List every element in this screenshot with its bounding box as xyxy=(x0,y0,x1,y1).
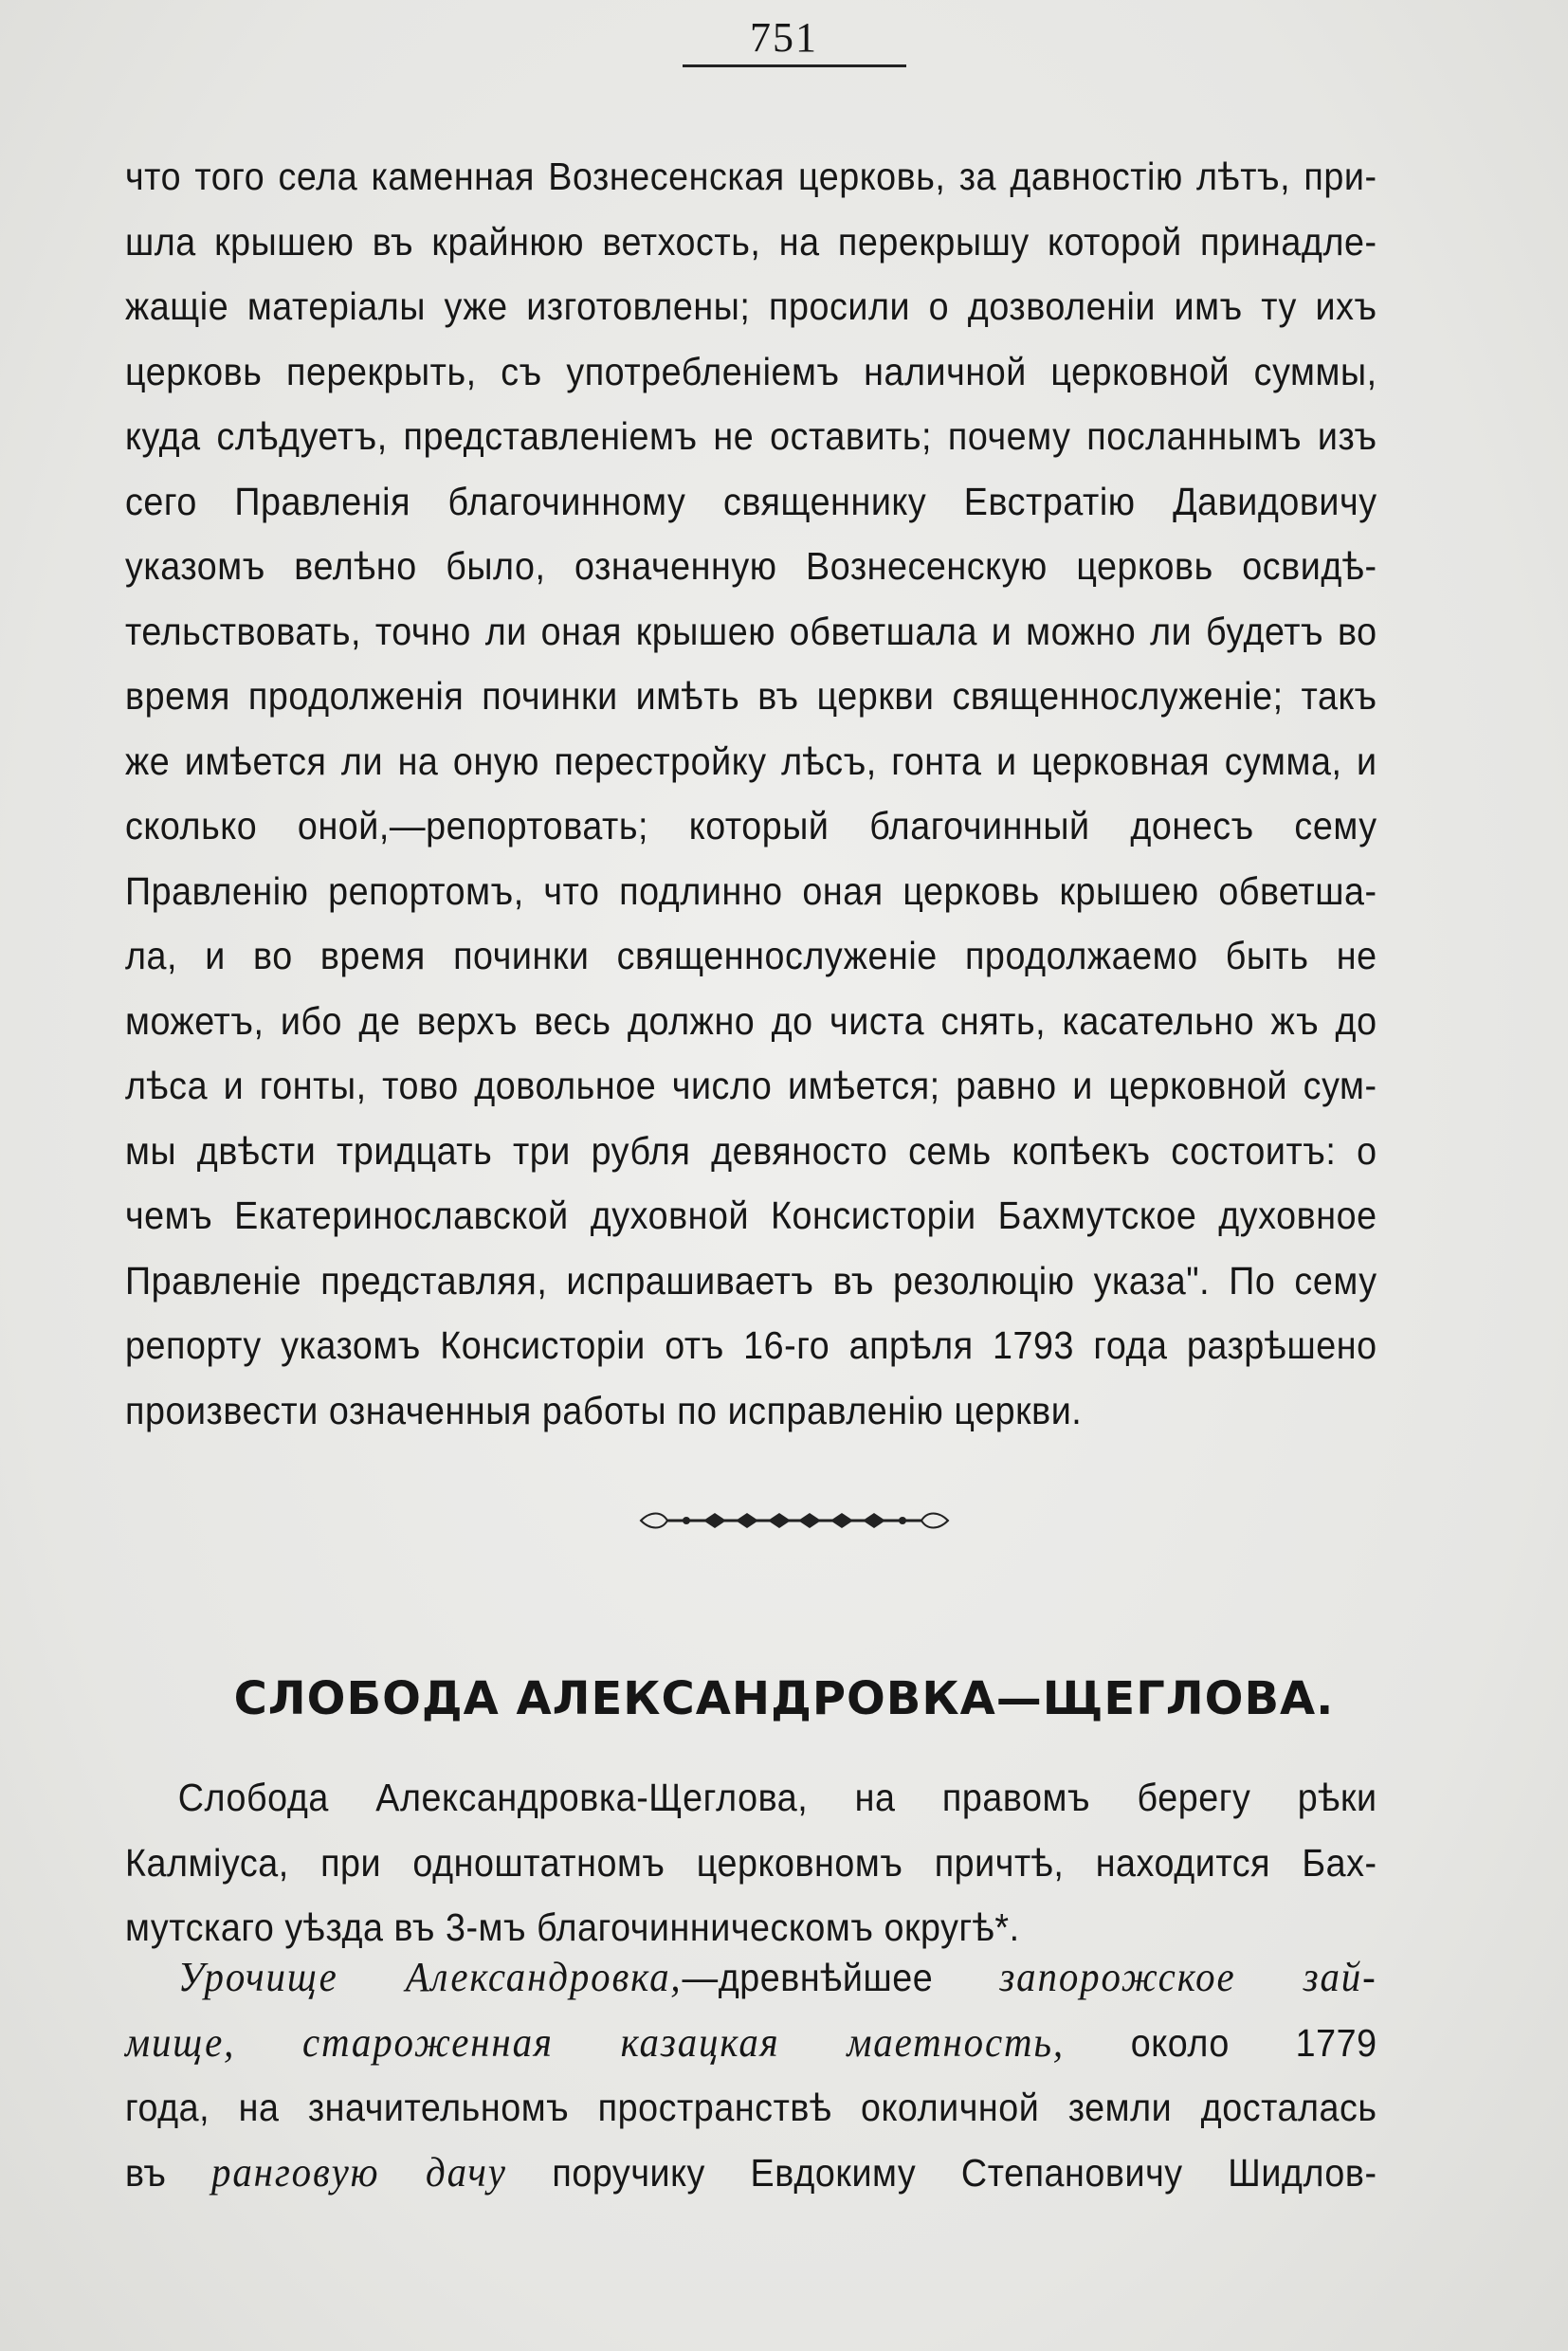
text-line: же имѣется ли на оную перестройку лѣсъ, гонта и церковная сумма, и xyxy=(125,738,1377,783)
text-line: Правленіе представляя, испрашиваетъ въ резолюцію указа". По сему xyxy=(125,1258,1377,1303)
text-line: шла крышею въ крайнюю ветхость, на перекрышу которой принадле- xyxy=(125,219,1377,264)
italic-phrase: мище, староженная казацкая маетность, xyxy=(125,2018,1066,2066)
text-line: ла, и во время починки священнослуженіе продолжаемо быть не xyxy=(125,934,1377,977)
section-heading: СЛОБОДА АЛЕКСАНДРОВКА—ЩЕГЛОВА. xyxy=(233,1672,1335,1725)
text-line: сколько оной,—репортовать; который благочинный донесъ сему xyxy=(125,804,1377,847)
italic-phrase: ранговую дачу xyxy=(211,2148,507,2196)
text-line xyxy=(125,2141,1377,2206)
text-line: лѣса и гонты, тово довольное число имѣется; равно и церковной сум- xyxy=(125,1064,1377,1107)
page-number: 751 xyxy=(750,14,818,61)
text-line xyxy=(125,1945,1377,2011)
italic-phrase: запорожское зай- xyxy=(999,1954,1377,2000)
text-line: Правленію репортомъ, что подлинно оная церковь крышею обветша- xyxy=(125,868,1377,913)
text-line: Слобода Александровка-Щеглова, на правомъ берегу рѣки xyxy=(177,1776,1377,1819)
text-line: куда слѣдуетъ, представленіемъ не оставить; почему посланнымъ изъ xyxy=(125,414,1377,458)
text-line: Калміуса, при одноштатномъ церковномъ причтѣ, находится Бах- xyxy=(125,1840,1377,1885)
text-fragment: около 1779 xyxy=(1130,2020,1377,2065)
section-paragraph-2 xyxy=(125,1945,1377,2205)
text-line: сего Правленія благочинному священнику Евстратію Давидовичу xyxy=(125,479,1377,523)
ornament-divider xyxy=(637,1502,952,1540)
text-line: жащіе матеріалы уже изготовлены; просили о дозволеніи имъ ту ихъ xyxy=(125,284,1377,328)
text-line: время продолженія починки имѣть въ церкви священнослуженіе; такъ xyxy=(125,674,1377,718)
text-fragment: —древнѣйшее xyxy=(682,1956,934,1999)
text-line: тельствовать, точно ли оная крышею обветшала и можно ли будетъ во xyxy=(125,609,1377,653)
text-line: произвести означенныя работы по исправленію церкви. xyxy=(125,1388,1083,1432)
text-line: мутскаго уѣзда въ 3-мъ благочинническомъ округѣ*. xyxy=(125,1905,1020,1949)
text-fragment: поручику Евдокиму Степановичу Шидлов- xyxy=(552,2150,1377,2195)
text-line: можетъ, ибо де верхъ весь должно до чиста снять, касательно жъ до xyxy=(125,998,1377,1043)
text-line: чемъ Екатеринославской духовной Консисторіи Бахмутское духовное xyxy=(125,1194,1377,1237)
text-line: что того села каменная Вознесенская церковь, за давностію лѣтъ, при- xyxy=(125,155,1377,198)
text-line: года, на значительномъ пространствѣ околичной земли досталась xyxy=(125,2086,1377,2129)
text-line: указомъ велѣно было, означенную Вознесенскую церковь освидѣ- xyxy=(125,544,1377,588)
section-paragraph-1 xyxy=(125,1765,1377,1960)
page-number-rule xyxy=(683,64,906,67)
text-line: мы двѣсти тридцать три рубля девяносто семь копѣекъ состоитъ: о xyxy=(125,1128,1377,1173)
body-text xyxy=(125,144,1377,1443)
italic-phrase: Урочище Александровка, xyxy=(177,1954,683,2000)
text-line: церковь перекрыть, съ употребленіемъ наличной церковной суммы, xyxy=(125,349,1377,393)
text-fragment: въ xyxy=(125,2150,167,2195)
text-line: репорту указомъ Консисторіи отъ 16-го апрѣля 1793 года разрѣшено xyxy=(125,1323,1377,1367)
text-line xyxy=(125,2011,1377,2076)
